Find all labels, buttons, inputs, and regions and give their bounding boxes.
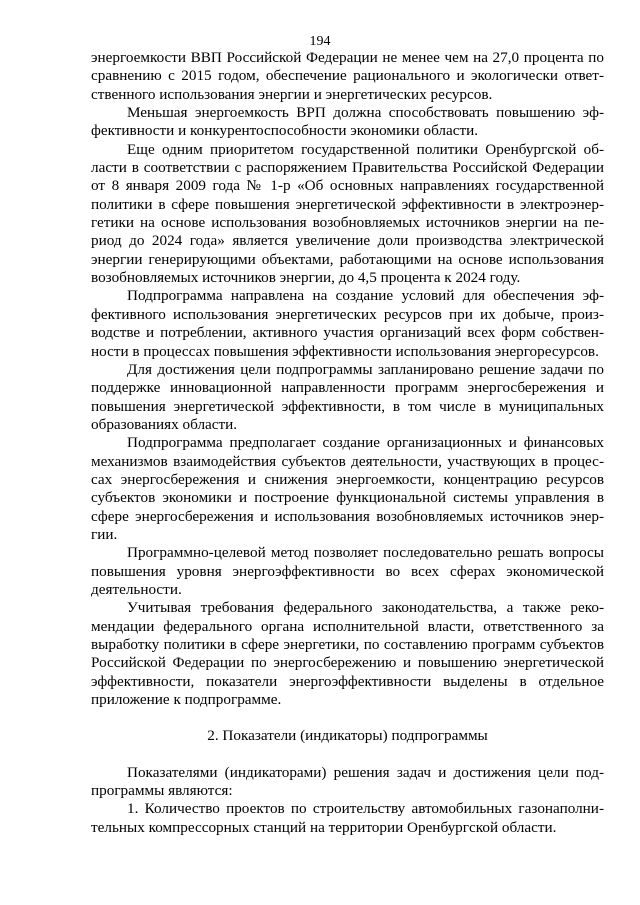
paragraph: Учитывая требования федерального законодательства, а также рекомендации федерального органа исполнительной власти, ответственного за выработку политики в сфере энергетики, по составлению программ субъектов Российской Федерации по энергосбережению и повышению энергетической эффективности, показатели энергоэффективности выделены в отдельное приложение к подпрограмме. [91, 599, 604, 709]
paragraph: Меньшая энергоемкость ВРП должна способствовать повышению эффективности и конкурентоспособности экономики области. [91, 104, 604, 140]
paragraph: Программно-целевой метод позволяет последовательно решать вопросы повышения уровня энергоэффективности во всех сферах экономической деятельности. [91, 544, 604, 598]
paragraph: Подпрограмма предполагает создание организационных и финансовых механизмов взаимодействия субъектов деятельности, участвующих в процессах энергосбережения и снижения энергоемкости, концентрацию ресурсов субъектов экономики и построение функциональной системы управления в сфере энергосбережения и использования возобновляемых источников энергии. [91, 434, 604, 543]
document-body [91, 49, 604, 837]
section-heading: 2. Показатели (индикаторы) подпрограммы [207, 727, 488, 745]
paragraph: 1. Количество проектов по строительству автомобильных газонаполнительных компрессорных станций на территории Оренбургской области. [91, 800, 604, 836]
paragraph-continuation: энергоемкости ВВП Российской Федерации не менее чем на 27,0 процента по сравнению с 2015 годом, обеспечение рационального и экологически ответственного использования энергии и энергетических ресурсов. [91, 49, 604, 103]
paragraph: Еще одним приоритетом государственной политики Оренбургской области в соответствии с распоряжением Правительства Российской Федерации от 8 января 2009 года № 1-р «Об основных направлениях государственной политики в сфере повышения энергетической эффективности в электроэнергетики на основе использования возобновляемых источников энергии на период до 2024 года» является увеличение доли производства электрической энергии генерирующими объектами, работающими на основе использования возобновляемых источников энергии, до 4,5 процента к 2024 году. [91, 140, 604, 287]
paragraph: Показателями (индикаторами) решения задач и достижения цели подпрограммы являются: [91, 763, 604, 800]
paragraph: Для достижения цели подпрограммы запланировано решение задачи по поддержке инновационной направленности программ энергосбережения и повышения энергетической эффективности, в том числе в муниципальных образованиях области. [91, 360, 604, 433]
page-number: 194 [309, 34, 331, 49]
paragraph: Подпрограмма направлена на создание условий для обеспечения эффективного использования энергетических ресурсов при их добыче, производстве и потреблении, активного участия организаций всех форм собственности в процессах повышения эффективности использования энергоресурсов. [91, 287, 604, 360]
